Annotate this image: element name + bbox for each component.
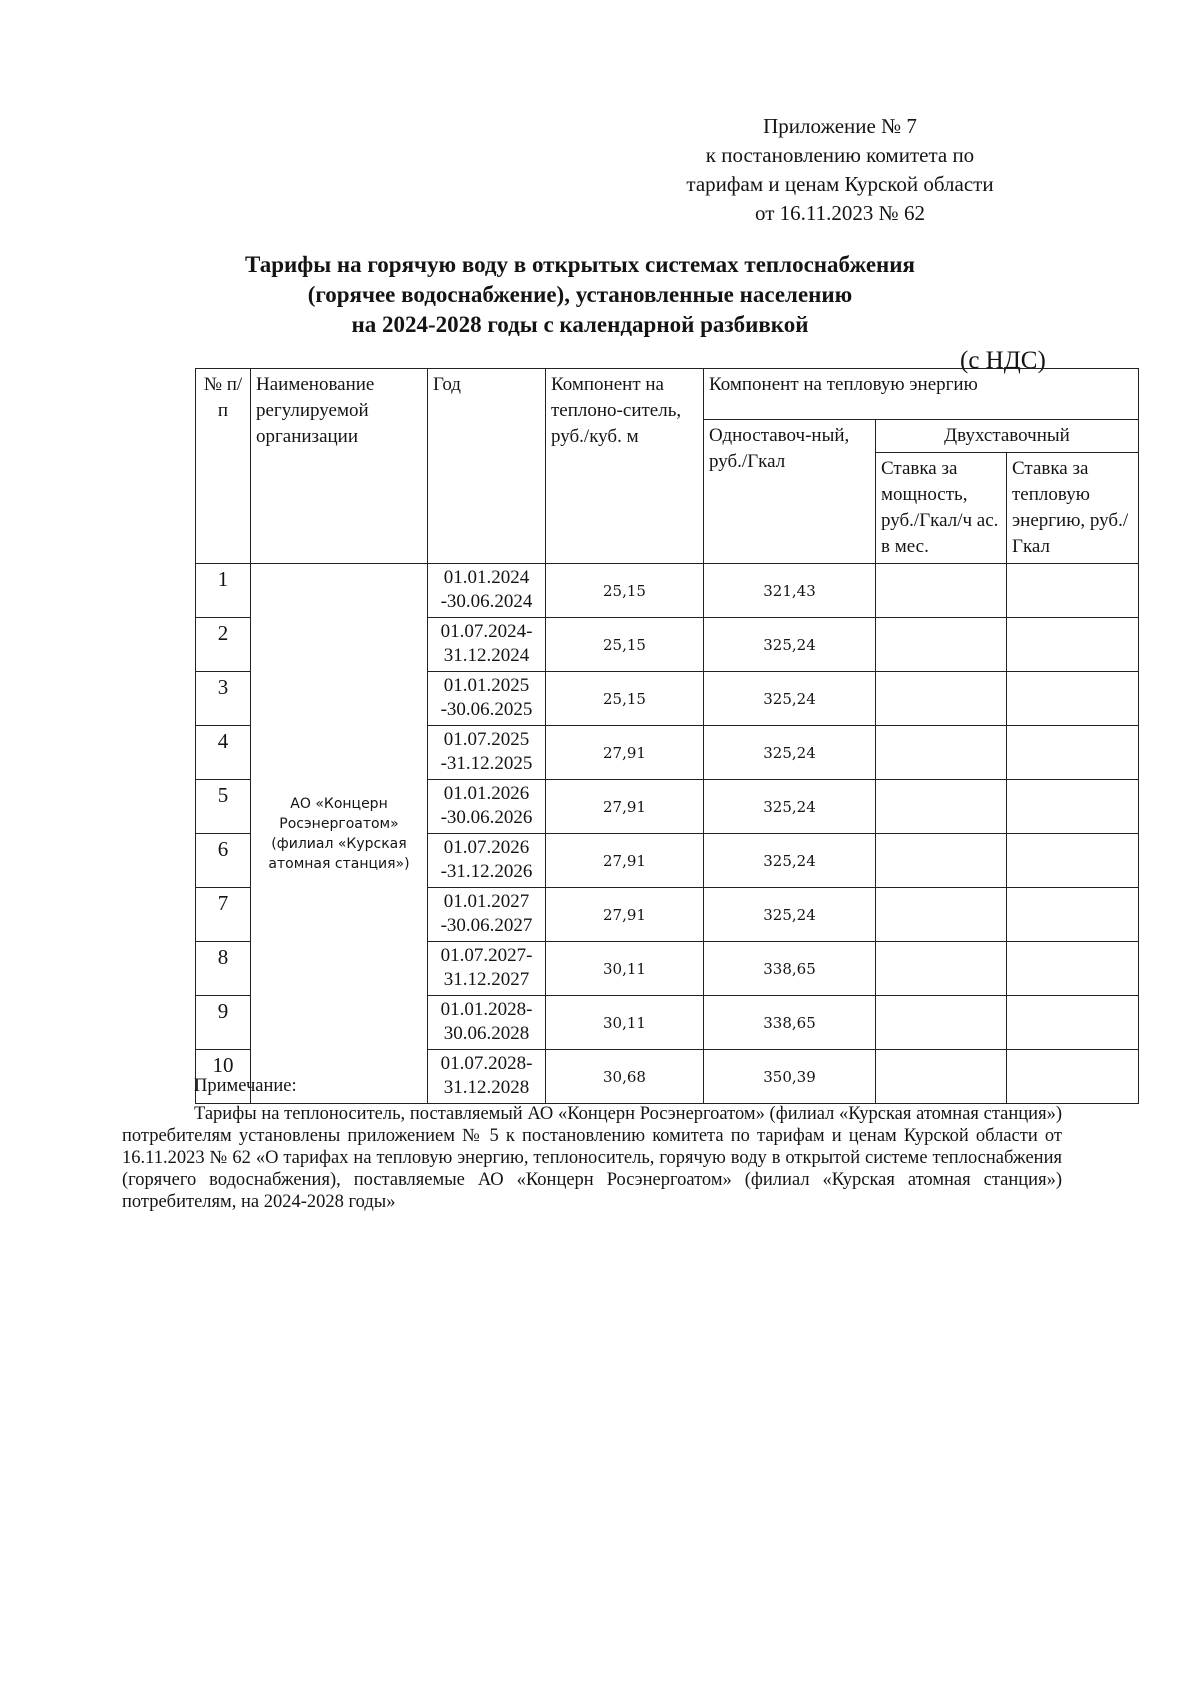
single-rate-tariff: 338,65 (704, 996, 876, 1050)
header-num: № п/п (196, 369, 251, 564)
row-number: 10 (196, 1050, 251, 1104)
single-rate-tariff: 321,43 (704, 564, 876, 618)
energy-rate-tariff (1007, 564, 1139, 618)
appendix-header (640, 112, 1040, 228)
carrier-tariff: 27,91 (546, 888, 704, 942)
row-number: 9 (196, 996, 251, 1050)
period-cell: 01.07.2027- 31.12.2027 (428, 942, 546, 996)
period-cell: 01.07.2028- 31.12.2028 (428, 1050, 546, 1104)
period-cell: 01.01.2027 -30.06.2027 (428, 888, 546, 942)
carrier-tariff: 27,91 (546, 834, 704, 888)
appendix-date: от 16.11.2023 № 62 (755, 201, 925, 225)
energy-rate-tariff (1007, 672, 1139, 726)
title-line: Тарифы на горячую воду в открытых системах теплоснабжения (244, 252, 915, 277)
header-single-rate: Одноставоч-ный, руб./Гкал (704, 420, 876, 564)
single-rate-tariff: 325,24 (704, 780, 876, 834)
row-number: 5 (196, 780, 251, 834)
carrier-tariff: 30,11 (546, 996, 704, 1050)
row-number: 3 (196, 672, 251, 726)
carrier-tariff: 25,15 (546, 672, 704, 726)
appendix-ref-line: к постановлению комитета по (705, 143, 975, 167)
period-cell: 01.01.2026 -30.06.2026 (428, 780, 546, 834)
energy-rate-tariff (1007, 996, 1139, 1050)
carrier-tariff: 27,91 (546, 780, 704, 834)
capacity-rate-tariff (876, 618, 1007, 672)
carrier-tariff: 30,11 (546, 942, 704, 996)
energy-rate-tariff (1007, 726, 1139, 780)
single-rate-tariff: 338,65 (704, 942, 876, 996)
tariff-table (195, 368, 1139, 1104)
header-capacity-rate: Ставка за мощность, руб./Гкал/ч ас. в мес. (876, 453, 1007, 564)
capacity-rate-tariff (876, 780, 1007, 834)
period-cell: 01.07.2024- 31.12.2024 (428, 618, 546, 672)
single-rate-tariff: 325,24 (704, 726, 876, 780)
energy-rate-tariff (1007, 888, 1139, 942)
header-carrier-component: Компонент на теплоно-ситель, руб./куб. м (546, 369, 704, 564)
capacity-rate-tariff (876, 672, 1007, 726)
appendix-number: Приложение № 7 (763, 114, 917, 138)
appendix-ref-line: тарифам и ценам Курской области (686, 172, 994, 196)
title-line: на 2024-2028 годы с календарной разбивкой (351, 312, 809, 337)
carrier-tariff: 30,68 (546, 1050, 704, 1104)
note-title: Примечание: (194, 1076, 297, 1096)
row-number: 8 (196, 942, 251, 996)
tariff-table-body (196, 564, 1139, 1104)
carrier-tariff: 25,15 (546, 564, 704, 618)
capacity-rate-tariff (876, 834, 1007, 888)
period-cell: 01.01.2028- 30.06.2028 (428, 996, 546, 1050)
capacity-rate-tariff (876, 888, 1007, 942)
energy-rate-tariff (1007, 942, 1139, 996)
header-year: Год (428, 369, 546, 564)
carrier-tariff: 27,91 (546, 726, 704, 780)
capacity-rate-tariff (876, 996, 1007, 1050)
single-rate-tariff: 350,39 (704, 1050, 876, 1104)
row-number: 2 (196, 618, 251, 672)
note-section (122, 1075, 1062, 1213)
row-number: 1 (196, 564, 251, 618)
capacity-rate-tariff (876, 726, 1007, 780)
row-number: 7 (196, 888, 251, 942)
note-text: Тарифы на теплоноситель, поставляемый АО «Концерн Росэнергоатом» (филиал «Курская атомная станция») потребителям установлены приложением № 5 к постановлению комитета по тарифам и ценам Курской области от 16.11.2023 № 62 «О тарифах на тепловую энергию, теплоноситель, горячую воду в открытой системе теплоснабжения (горячего водоснабжения), поставляемые АО «Концерн Росэнергоатом» (филиал «Курская атомная станция») потребителям, на 2024-2028 годы» (122, 1104, 1062, 1212)
organization-name: АО «Концерн Росэнергоатом» (филиал «Курская атомная станция») (251, 564, 428, 1104)
header-thermal-component: Компонент на тепловую энергию (704, 369, 1139, 420)
single-rate-tariff: 325,24 (704, 618, 876, 672)
single-rate-tariff: 325,24 (704, 888, 876, 942)
header-organization: Наименование регулируемой организации (251, 369, 428, 564)
period-cell: 01.07.2026 -31.12.2026 (428, 834, 546, 888)
energy-rate-tariff (1007, 780, 1139, 834)
capacity-rate-tariff (876, 564, 1007, 618)
period-cell: 01.01.2025 -30.06.2025 (428, 672, 546, 726)
carrier-tariff: 25,15 (546, 618, 704, 672)
period-cell: 01.07.2025 -31.12.2025 (428, 726, 546, 780)
period-cell: 01.01.2024 -30.06.2024 (428, 564, 546, 618)
vat-note: (с НДС) (960, 347, 1046, 374)
energy-rate-tariff (1007, 834, 1139, 888)
row-number: 6 (196, 834, 251, 888)
energy-rate-tariff (1007, 618, 1139, 672)
header-two-rate: Двухставочный (876, 420, 1139, 453)
single-rate-tariff: 325,24 (704, 672, 876, 726)
capacity-rate-tariff (876, 942, 1007, 996)
single-rate-tariff: 325,24 (704, 834, 876, 888)
document-title (160, 250, 1000, 340)
header-energy-rate: Ставка за тепловую энергию, руб./Гкал (1007, 453, 1139, 564)
row-number: 4 (196, 726, 251, 780)
title-line: (горячее водоснабжение), установленные населению (307, 282, 853, 307)
table-row (196, 564, 1139, 618)
